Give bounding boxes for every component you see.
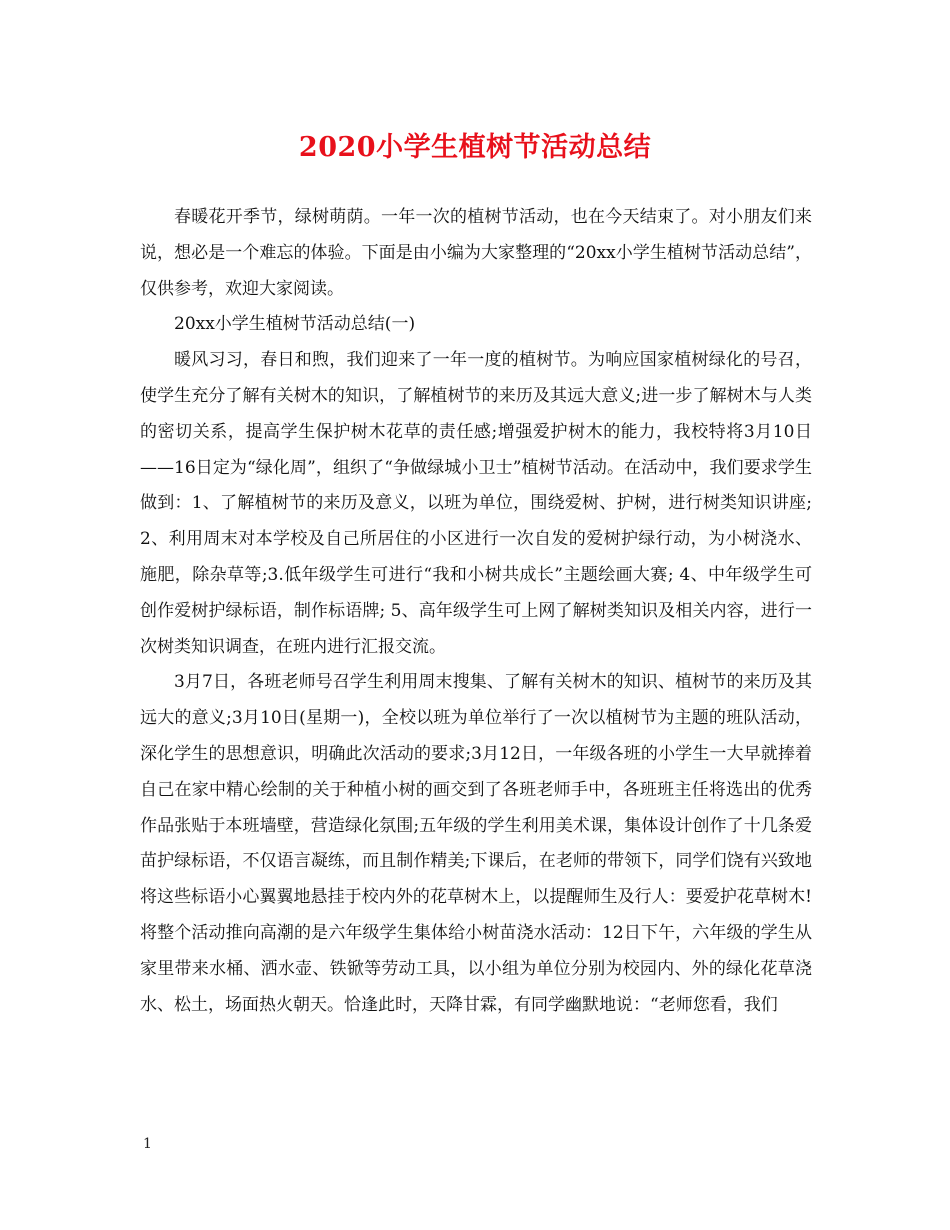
document-body bbox=[140, 200, 812, 1023]
page-number: 1 bbox=[143, 1136, 152, 1152]
section-heading: 20xx小学生植树节活动总结(一) bbox=[174, 314, 416, 335]
intro-paragraph: 春暖花开季节，绿树萌荫。一年一次的植树节活动，也在今天结束了。对小朋友们来说，想必是一个难忘的体验。下面是由小编为大家整理的“20xx小学生植树节活动总结”，仅供参考，欢迎大家阅读。 bbox=[140, 207, 812, 299]
body-paragraph: 暖风习习，春日和煦，我们迎来了一年一度的植树节。为响应国家植树绿化的号召，使学生充分了解有关树木的知识，了解植树节的来历及其远大意义;进一步了解树木与人类的密切关系，提高学生保护树木花草的责任感;增强爱护树木的能力，我校特将3月10日——16日定为“绿化周”，组织了“争做绿城小卫士”植树节活动。在活动中，我们要求学生做到：1、了解植树节的来历及意义，以班为单位，围绕爱树、护树，进行树类知识讲座;2、利用周末对本学校及自己所居住的小区进行一次自发的爱树护绿行动，为小树浇水、施肥，除杂草等;3.低年级学生可进行“我和小树共成长”主题绘画大赛; 4、中年级学生可创作爱树护绿标语，制作标语牌; 5、高年级学生可上网了解树类知识及相关内容，进行一次树类知识调查，在班内进行汇报交流。 bbox=[140, 350, 812, 657]
document-title: 2020小学生植树节活动总结 bbox=[298, 132, 652, 163]
body-paragraph: 3月7日，各班老师号召学生利用周末搜集、了解有关树木的知识、植树节的来历及其远大的意义;3月10日(星期一)，全校以班为单位举行了一次以植树节为主题的班队活动，深化学生的思想意识，明确此次活动的要求;3月12日，一年级各班的小学生一大早就捧着自己在家中精心绘制的关于种植小树的画交到了各班老师手中，各班班主任将选出的优秀作品张贴于本班墙壁，营造绿化氛围;五年级的学生利用美术课，集体设计创作了十几条爱苗护绿标语，不仅语言凝练，而且制作精美;下课后，在老师的带领下，同学们饶有兴致地将这些标语小心翼翼地悬挂于校内外的花草树木上，以提醒师生及行人：要爱护花草树木!将整个活动推向高潮的是六年级学生集体给小树苗浇水活动：12日下午，六年级的学生从家里带来水桶、洒水壶、铁锨等劳动工具，以小组为单位分别为校园内、外的绿化花草浇水、松土，场面热火朝天。恰逢此时，天降甘霖，有同学幽默地说：“老师您看，我们 bbox=[140, 672, 812, 1015]
